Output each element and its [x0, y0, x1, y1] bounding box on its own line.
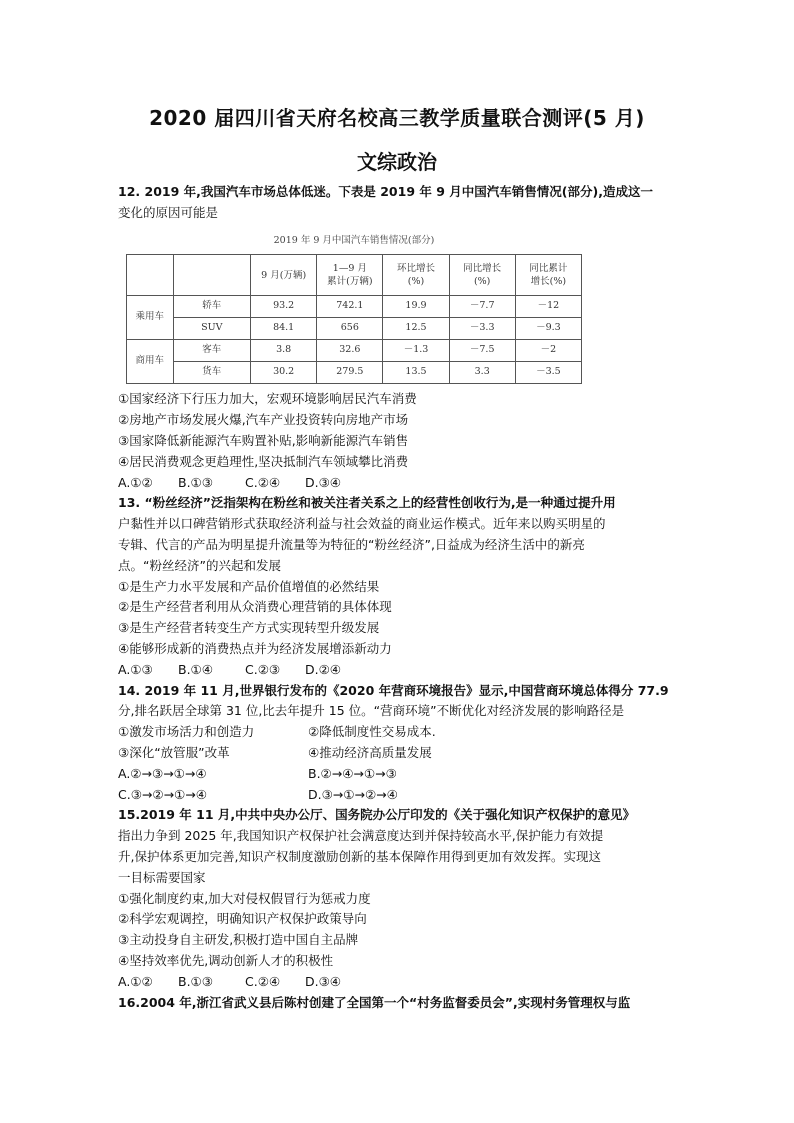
q12-option-2: ②房地产市场发展火爆,汽车产业投资转向房地产市场 [118, 412, 409, 428]
choice-a: A.②→③→①→④ [118, 765, 207, 781]
question-12 [118, 182, 678, 493]
q13-option-3: ③是生产经营者转变生产方式实现转型升级发展 [118, 620, 380, 636]
q14-option-4: ④推动经济高质量发展 [308, 744, 432, 760]
table-cell: 货车 [173, 362, 251, 384]
table-row [127, 296, 582, 318]
question-16 [118, 993, 678, 1014]
question-15 [118, 805, 678, 992]
table-header-cell: 1—9 月 累计(万辆) [317, 255, 383, 296]
table-cell: －7.5 [449, 340, 515, 362]
table-cell: －12 [515, 296, 581, 318]
q15-option-4: ④坚持效率优先,调动创新人才的积极性 [118, 952, 334, 968]
table-cell: 19.9 [383, 296, 449, 318]
table-cell: 客车 [173, 340, 251, 362]
document-title: 2020 届四川省天府名校高三教学质量联合测评(5 月) [149, 106, 645, 130]
question-14 [118, 681, 678, 806]
table-row [127, 340, 582, 362]
table-cell: 12.5 [383, 318, 449, 340]
q13-stem-line-4: 点。“粉丝经济”的兴起和发展 [118, 557, 281, 573]
table-cell: 279.5 [317, 362, 383, 384]
choice-c: C.③→②→①→④ [118, 786, 207, 802]
q13-option-4: ④能够形成新的消费热点并为经济发展增添新动力 [118, 640, 392, 656]
q15-option-2: ②科学宏观调控，明确知识产权保护政策导向 [118, 911, 367, 927]
table-cell: 轿车 [173, 296, 251, 318]
q14-option-1: ①激发市场活力和创造力 [118, 724, 255, 740]
q15-stem-line-1: 15.2019 年 11 月,中共中央办公厅、国务院办公厅印发的《关于强化知识产权保护的意见》 [118, 807, 636, 823]
q16-stem-line-1: 16.2004 年,浙江省武义县后陈村创建了全国第一个“村务监督委员会”,实现村务管理权与监 [118, 994, 631, 1010]
q15-choices [118, 972, 678, 993]
table-cell: 656 [317, 318, 383, 340]
choice-a: A.①② [118, 474, 153, 490]
q12-stem-line-1: 12. 2019 年,我国汽车市场总体低迷。下表是 2019 年 9 月中国汽车销售情况(部分),造成这一 [118, 184, 653, 199]
table-cell: 93.2 [251, 296, 317, 318]
table-cell: －7.7 [449, 296, 515, 318]
table-cell: －2 [515, 340, 581, 362]
q13-option-2: ②是生产经营者利用从众消费心理营销的具体体现 [118, 599, 392, 615]
q13-option-1: ①是生产力水平发展和产品价值增值的必然结果 [118, 578, 380, 594]
table-header-cell: 环比增长 (%) [383, 255, 449, 296]
table-header-cell: 同比累计 增长(%) [515, 255, 581, 296]
q12-option-3: ③国家降低新能源汽车购置补贴,影响新能源汽车销售 [118, 432, 409, 448]
q15-option-1: ①强化制度约束,加大对侵权假冒行为惩戒力度 [118, 890, 371, 906]
table-cell: 30.2 [251, 362, 317, 384]
q14-stem-line-2: 分,排名跃居全球第 31 位,比去年提升 15 位。“营商环境”不断优化对经济发展的影响路径是 [118, 703, 625, 719]
table-row [127, 362, 582, 384]
q14-option-2: ②降低制度性交易成本. [308, 724, 436, 740]
q13-stem-line-1: 13. “粉丝经济”泛指架构在粉丝和被关注者关系之上的经营性创收行为,是一种通过提升用 [118, 495, 616, 511]
choice-d: D.②④ [305, 661, 342, 677]
sales-table-title: 2019 年 9 月中国汽车销售情况(部分) [273, 234, 435, 246]
q12-stem-line-2: 变化的原因可能是 [118, 204, 219, 220]
table-header-blank [173, 255, 251, 296]
table-cell: 13.5 [383, 362, 449, 384]
choice-b: B.②→④→①→③ [308, 765, 397, 781]
choice-c: C.②④ [245, 973, 281, 989]
question-body [118, 182, 678, 1013]
q12-choices [118, 473, 678, 494]
choice-b: B.①④ [178, 661, 213, 677]
table-header-cell: 同比增长 (%) [449, 255, 515, 296]
table-cell: －3.5 [515, 362, 581, 384]
q14-stem-line-1: 14. 2019 年 11 月,世界银行发布的《2020 年营商环境报告》显示,中国营商环境总体得分 77.9 [118, 682, 669, 698]
choice-c: C.②③ [245, 661, 281, 677]
table-row [127, 318, 582, 340]
choice-b: B.①③ [178, 474, 213, 490]
q14-choices-row-1 [118, 764, 678, 785]
choice-a: A.①② [118, 973, 153, 989]
choice-d: D.③→①→②→④ [308, 786, 398, 802]
q15-stem-line-4: 一目标需要国家 [118, 869, 206, 885]
q15-option-3: ③主动投身自主研发,积极打造中国自主品牌 [118, 932, 359, 948]
sales-table [126, 254, 582, 384]
table-cell: －3.3 [449, 318, 515, 340]
table-cell: 3.3 [449, 362, 515, 384]
table-header-cell: 9 月(万辆) [251, 255, 317, 296]
choice-d: D.③④ [305, 973, 342, 989]
q14-options-row-1 [118, 722, 678, 743]
table-group-label: 乘用车 [127, 296, 174, 340]
q13-choices [118, 660, 678, 681]
choice-a: A.①③ [118, 661, 153, 677]
sales-table-figure [126, 231, 582, 385]
q14-option-3: ③深化“放管服”改革 [118, 744, 230, 760]
table-cell: 84.1 [251, 318, 317, 340]
q12-option-1: ①国家经济下行压力加大，宏观环境影响居民汽车消费 [118, 391, 417, 407]
table-cell: －1.3 [383, 340, 449, 362]
table-header-blank [127, 255, 174, 296]
choice-d: D.③④ [305, 474, 342, 490]
question-13 [118, 493, 678, 680]
q15-stem-line-3: 升,保护体系更加完善,知识产权制度激励创新的基本保障作用得到更加有效发挥。实现这 [118, 848, 601, 864]
q13-stem-line-3: 专辑、代言的产品为明星提升流量等为特征的“粉丝经济”,日益成为经济生活中的新亮 [118, 536, 585, 552]
choice-c: C.②④ [245, 474, 281, 490]
table-cell: 3.8 [251, 340, 317, 362]
q12-option-4: ④居民消费观念更趋理性,坚决抵制汽车领域攀比消费 [118, 453, 409, 469]
q15-stem-line-2: 指出力争到 2025 年,我国知识产权保护社会满意度达到并保持较高水平,保护能力有效提 [118, 828, 604, 844]
choice-b: B.①③ [178, 973, 213, 989]
table-header-row [127, 255, 582, 296]
q13-stem-line-2: 户黏性并以口碑营销形式获取经济利益与社会效益的商业运作模式。近年来以购买明星的 [118, 516, 606, 532]
table-cell: SUV [173, 318, 251, 340]
q14-options-row-2 [118, 743, 678, 764]
document-subtitle: 文综政治 [357, 150, 437, 174]
table-cell: 742.1 [317, 296, 383, 318]
q14-choices-row-2 [118, 785, 678, 806]
table-cell: 32.6 [317, 340, 383, 362]
table-group-label: 商用车 [127, 340, 174, 384]
table-cell: －9.3 [515, 318, 581, 340]
